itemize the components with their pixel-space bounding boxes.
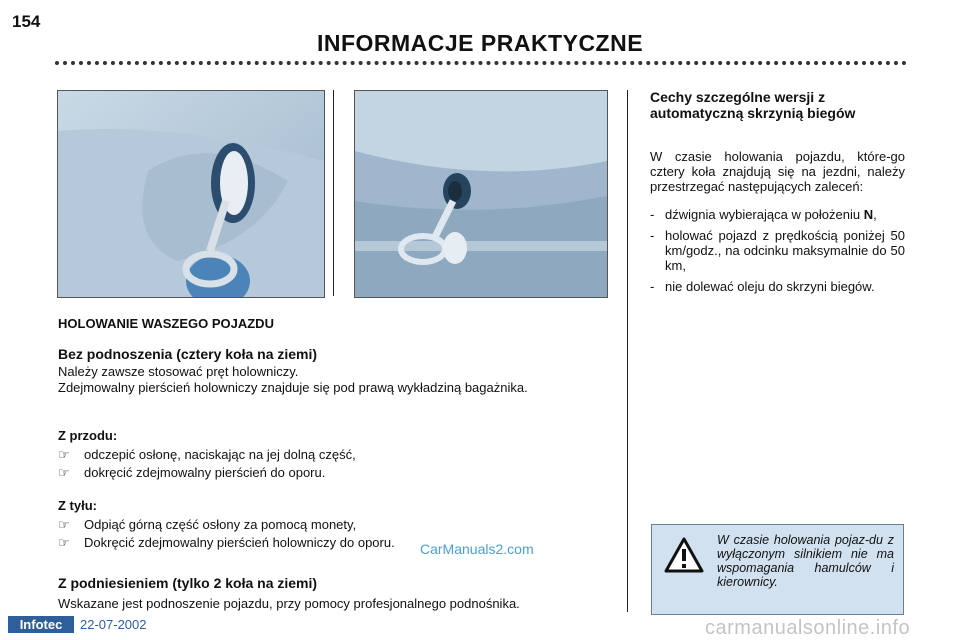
warning-triangle-icon (664, 537, 704, 578)
front-towing-ring-photo (57, 90, 325, 298)
infotec-badge: Infotec (8, 616, 74, 633)
warning-text: W czasie holowania pojaz-du z wyłączonym silnikiem nie ma wspomagania hamulców i kierownicy. (717, 533, 894, 589)
list-item-text: odczepić osłonę, naciskając na jej dolną część, (84, 447, 356, 462)
paragraph: W czasie holowania pojazdu, które-go cztery koła znajdują się na jezdni, należy przestrzegać następujących zaleceń: (650, 149, 905, 194)
list-item-text: dokręcić zdejmowalny pierścień do oporu. (84, 465, 326, 480)
rear-heading: Z tyłu: (58, 498, 97, 513)
dotted-divider (55, 61, 907, 65)
watermark-text: CarManuals2.com (420, 541, 534, 557)
pointing-hand-icon: ☞ (58, 517, 70, 532)
pointing-hand-icon: ☞ (58, 465, 70, 480)
footer-date: 22-07-2002 (80, 617, 147, 632)
column-divider (333, 90, 334, 296)
pointing-hand-icon: ☞ (58, 535, 70, 550)
list-item (58, 517, 608, 532)
list-item (58, 465, 608, 480)
list-item (58, 447, 608, 462)
section-title: HOLOWANIE WASZEGO POJAZDU (58, 316, 274, 331)
instruction-list (650, 207, 905, 294)
watermark-text: carmanualsonline.info (705, 617, 911, 639)
list-item-text: Dokręcić zdejmowalny pierścień holowniczy do oporu. (84, 535, 395, 550)
page-title: INFORMACJE PRAKTYCZNE (316, 30, 644, 56)
subsection-title: Bez podnoszenia (cztery koła na ziemi) (58, 346, 318, 362)
pointing-hand-icon: ☞ (58, 447, 70, 462)
page-number: 154 (12, 12, 41, 31)
list-item: - holować pojazd z prędkością poniżej 50 km/godz., na odcinku maksymalnie do 50 km, (650, 228, 905, 273)
column-divider (627, 90, 628, 612)
paragraph: Zdejmowalny pierścień holowniczy znajduje się pod prawą wykładziną bagażnika. (58, 380, 528, 395)
subsection-title: Z podniesieniem (tylko 2 koła na ziemi) (58, 575, 318, 591)
paragraph: Należy zawsze stosować pręt holowniczy. (58, 364, 299, 379)
front-heading: Z przodu: (58, 428, 118, 443)
rear-towing-ring-photo (354, 90, 608, 298)
list-item-text: Odpiąć górną część osłony za pomocą monety, (84, 517, 357, 532)
list-item: - nie dolewać oleju do skrzyni biegów. (650, 279, 875, 294)
list-item: - dźwignia wybierająca w położeniu N, (650, 207, 877, 222)
front-instructions (58, 447, 608, 480)
automatic-gearbox-heading: Cechy szczególne wersji z automatyczną skrzynią biegów (650, 89, 856, 121)
paragraph: Wskazane jest podnoszenie pojazdu, przy pomocy profesjonalnego podnośnika. (58, 596, 520, 611)
